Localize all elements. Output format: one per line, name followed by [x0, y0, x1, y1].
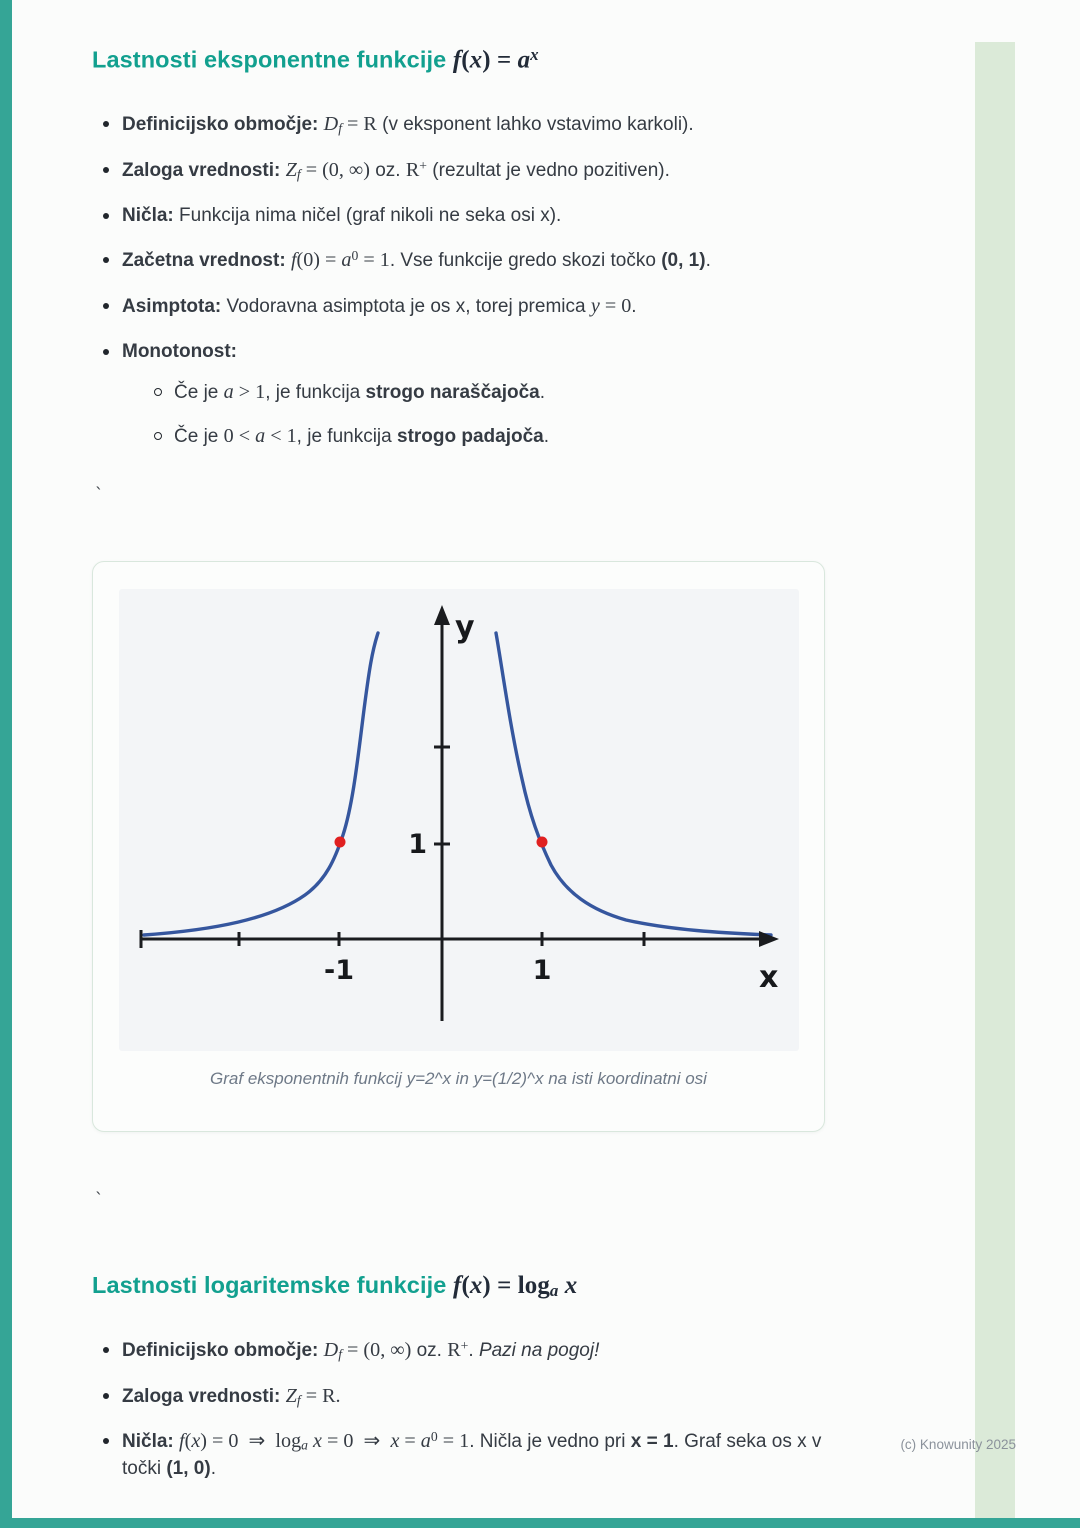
text-segment: Definicijsko območje:	[122, 114, 324, 136]
monotonicity-sublist	[122, 379, 834, 451]
text-segment: x	[469, 46, 483, 74]
section-title-logarithmic	[92, 1270, 834, 1303]
text-segment: = 0	[599, 295, 632, 318]
list-item	[92, 111, 834, 139]
copyright-notice: (c) Knowunity 2025	[900, 1437, 1016, 1452]
text-segment: Z	[285, 159, 297, 182]
marked-point-1-1	[536, 836, 547, 847]
text-segment: (	[184, 1430, 192, 1453]
list-item	[92, 1337, 834, 1365]
text-segment: > 1	[233, 381, 266, 404]
text-segment: y	[590, 295, 600, 318]
text-segment: a	[223, 381, 234, 404]
sub-list-item	[122, 423, 834, 451]
y-tick-label-1: 1	[407, 828, 427, 860]
bullet-marker	[103, 1438, 109, 1444]
text-segment: = 1	[358, 249, 390, 272]
x-tick-label-1: 1	[532, 954, 551, 986]
text-segment: oz.	[369, 160, 406, 182]
text-segment: ) =	[482, 46, 518, 74]
list-item-text	[122, 111, 834, 139]
list-item	[92, 1383, 834, 1411]
text-segment: 0	[430, 1429, 438, 1445]
y-axis-label: y	[454, 609, 475, 645]
list-item-text	[122, 247, 834, 275]
bullet-marker	[103, 1347, 109, 1353]
text-segment: .	[468, 1339, 479, 1361]
text-segment: , je funkcija	[296, 426, 397, 448]
text-segment: x	[530, 45, 539, 64]
list-item-text	[122, 341, 237, 362]
text-segment: a	[549, 1280, 559, 1300]
text-segment: =	[399, 1430, 421, 1453]
list-item-text	[122, 1337, 834, 1365]
sub-list-item	[122, 379, 834, 407]
text-segment: R	[447, 1338, 461, 1361]
text-segment: (0) =	[296, 249, 342, 272]
figure-caption: Graf eksponentnih funkcij y=2^x in y=(1/2)^x na isti koordinatni osi	[210, 1068, 707, 1088]
text-segment: = 1	[437, 1430, 470, 1453]
text-segment: ) = log	[482, 1271, 550, 1299]
text-segment: < 1	[265, 425, 297, 448]
text-segment: x	[469, 1271, 483, 1299]
figure-card	[92, 561, 825, 1132]
text-segment: Monotonost:	[122, 341, 238, 363]
text-segment: = R	[342, 113, 377, 136]
text-segment: f	[338, 1346, 343, 1362]
exponential-properties-list	[92, 111, 834, 466]
text-segment: Lastnosti logaritemske funkcije	[92, 1271, 454, 1298]
page-content	[92, 44, 834, 1501]
text-segment: f	[453, 1271, 462, 1299]
bullet-marker	[103, 167, 109, 173]
text-segment: .	[631, 296, 637, 318]
bullet-marker	[103, 257, 109, 263]
text-segment: . Graf seka os x v točki	[122, 1431, 822, 1480]
list-item-text	[174, 423, 834, 451]
text-segment: (	[461, 1271, 470, 1299]
text-segment: Lastnosti eksponentne funkcije	[92, 46, 453, 73]
text-segment: f	[179, 1430, 185, 1453]
text-segment: x	[558, 1271, 578, 1299]
circle-bullet-marker	[154, 388, 162, 396]
list-item-text	[122, 293, 834, 321]
text-segment: a	[517, 46, 531, 74]
x-tick-label-neg1: -1	[323, 954, 354, 986]
text-segment: f	[338, 120, 343, 136]
text-segment: x	[191, 1430, 201, 1453]
text-segment: R	[405, 159, 420, 182]
text-segment: .	[539, 382, 546, 404]
circle-bullet-marker	[154, 432, 162, 440]
list-item-text	[122, 157, 834, 185]
text-segment: Pazi na pogoj!	[478, 1339, 600, 1361]
bullet-marker	[103, 213, 109, 219]
text-segment: 0	[351, 248, 359, 264]
text-segment: Z	[285, 1384, 297, 1407]
text-segment: Zaloga vrednosti:	[122, 160, 286, 182]
text-segment: strogo naraščajoča	[365, 382, 540, 404]
section-title-exponential	[92, 44, 834, 77]
text-segment: +	[460, 1337, 469, 1353]
text-segment: Funkcija nima ničel (graf nikoli ne seka osi x).	[179, 205, 562, 227]
text-segment: a	[420, 1430, 431, 1453]
list-item	[92, 1428, 834, 1482]
list-item	[92, 247, 834, 275]
text-segment: f	[452, 46, 462, 74]
right-margin-band	[975, 42, 1015, 1518]
text-segment: ) = 0 ⇒ log	[200, 1430, 302, 1453]
text-segment: (0, 1)	[661, 250, 706, 272]
text-segment: Ničla:	[122, 205, 180, 227]
text-segment: (1, 0)	[166, 1458, 211, 1480]
text-segment: a	[301, 1438, 308, 1454]
list-item	[92, 293, 834, 321]
text-segment: .	[210, 1458, 216, 1480]
bullet-marker	[103, 303, 109, 309]
text-segment: (rezultat je vedno pozitiven).	[427, 160, 670, 182]
text-segment: (v eksponent lahko vstavimo karkoli).	[376, 114, 694, 136]
bullet-marker	[103, 121, 109, 127]
text-segment: x	[308, 1430, 322, 1453]
text-segment: = (0, ∞)	[300, 159, 370, 182]
text-segment: Če je	[174, 382, 224, 404]
list-item-text	[174, 379, 834, 407]
list-item-group	[122, 339, 834, 467]
text-segment: .	[543, 426, 550, 448]
bullet-marker	[103, 349, 109, 355]
text-segment: = R.	[300, 1384, 341, 1407]
stray-backtick: `	[94, 1189, 105, 1210]
text-segment: (	[461, 46, 470, 74]
text-segment: a	[255, 425, 266, 448]
plot-background	[119, 589, 799, 1051]
text-segment: Ničla:	[122, 1431, 180, 1453]
text-segment: f	[296, 1392, 301, 1408]
text-segment: = (0, ∞)	[342, 1338, 412, 1361]
text-segment: x = 1	[630, 1431, 674, 1453]
text-segment: = 0 ⇒	[321, 1430, 391, 1453]
list-item-text	[122, 1428, 834, 1482]
list-item	[92, 203, 834, 229]
stray-backtick: `	[94, 484, 105, 505]
text-segment: Asimptota:	[122, 296, 227, 318]
exponential-functions-graph	[119, 589, 799, 1051]
text-segment: Vodoravna asimptota je os x, torej premica	[226, 296, 591, 318]
text-segment: D	[323, 113, 339, 136]
text-segment: . Vse funkcije gredo skozi točko	[389, 250, 662, 272]
text-segment: f	[290, 249, 297, 272]
page-bottom-border	[0, 1518, 1080, 1528]
marked-point-neg1-1	[334, 836, 345, 847]
text-segment: . Ničla je vedno pri	[469, 1431, 631, 1453]
text-segment: f	[296, 166, 301, 182]
text-segment: Začetna vrednost:	[122, 250, 291, 272]
list-item-text	[122, 1383, 834, 1411]
text-segment: +	[419, 158, 428, 174]
text-segment: Definicijsko območje:	[122, 1339, 324, 1361]
list-item-text	[122, 203, 834, 229]
text-segment: x	[390, 1430, 400, 1453]
text-segment: .	[705, 250, 711, 272]
text-segment: D	[323, 1338, 339, 1361]
text-segment: 0 <	[223, 425, 256, 448]
bullet-marker	[103, 1393, 109, 1399]
text-segment: oz.	[411, 1339, 448, 1361]
text-segment: a	[341, 249, 352, 272]
text-segment: , je funkcija	[265, 382, 366, 404]
logarithmic-properties-list	[92, 1337, 834, 1483]
page-left-border	[0, 0, 12, 1528]
text-segment: Če je	[174, 426, 224, 448]
list-item	[92, 157, 834, 185]
x-axis-label: x	[758, 959, 778, 995]
text-segment: strogo padajoča	[397, 426, 544, 448]
text-segment: Zaloga vrednosti:	[122, 1385, 286, 1407]
list-item-monotonicity	[92, 339, 834, 467]
